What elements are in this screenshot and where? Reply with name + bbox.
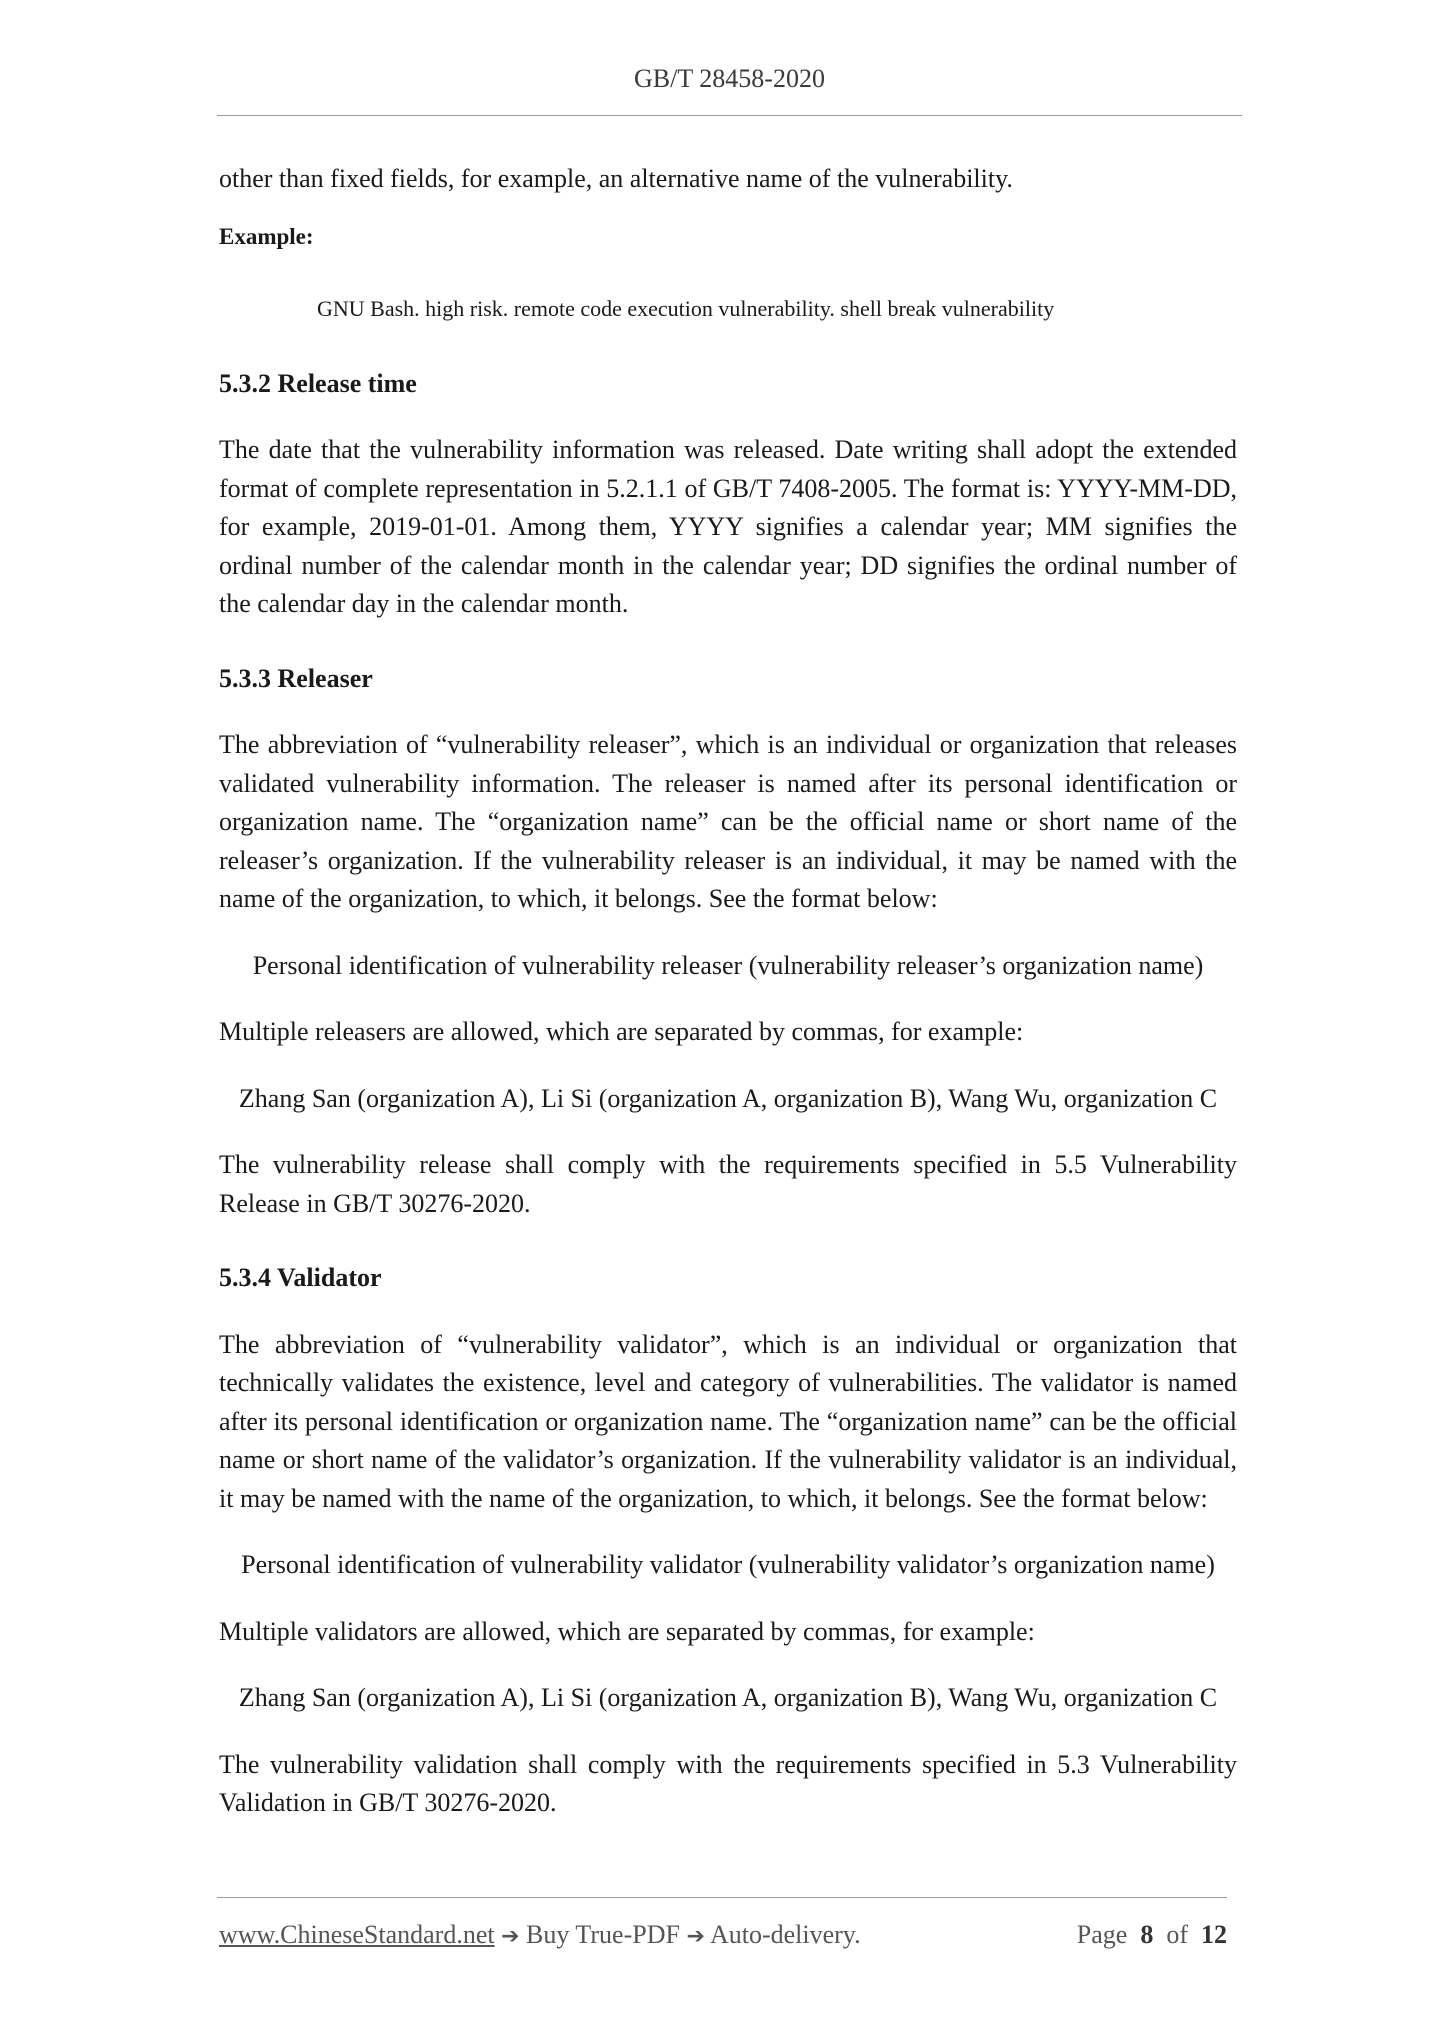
page-header-title: GB/T 28458-2020 bbox=[634, 64, 825, 93]
example-text: GNU Bash. high risk. remote code execution vulnerability. shell break vulnerability bbox=[317, 296, 1055, 321]
section-heading-releaser: 5.3.3 Releaser bbox=[219, 663, 373, 693]
releaser-multiple-note: Multiple releasers are allowed, which are separated by commas, for example: bbox=[219, 1017, 1024, 1046]
validator-example: Zhang San (organization A), Li Si (organization A, organization B), Wang Wu, organization C bbox=[238, 1683, 1218, 1712]
validator-comply-paragraph: The vulnerability validation shall comply with the requirements specified in 5.3 Vulnerability Validation in GB/T 30276-2020. bbox=[219, 1749, 1237, 1817]
footer-buy-text: Buy True-PDF bbox=[526, 1920, 680, 1949]
validator-paragraph: The abbreviation of “vulnerability validator”, which is an individual or organization that technically validates the existence, level and category of vulnerabilities. The validator is named after its personal identification or organization name. The “organization name” can be the official name or short name of the validator’s organization. If the vulnerability validator is an individual, it may be named with the name of the organization, to which, it belongs. See the format below: bbox=[219, 1329, 1237, 1513]
footer-site-link[interactable]: www.ChineseStandard.net bbox=[219, 1920, 495, 1949]
arrow-right-icon: ➔ bbox=[501, 1924, 520, 1949]
releaser-paragraph: The abbreviation of “vulnerability releaser”, which is an individual or organization that releases validated vulnerability information. The releaser is named after its personal identification or organization name. The “organization name” can be the official name or short name of the releaser’s organization. If the vulnerability releaser is an individual, it may be named with the name of the organization, to which, it belongs. See the format below: bbox=[219, 730, 1237, 913]
document-body bbox=[219, 160, 1237, 1823]
section-heading-validator: 5.3.4 Validator bbox=[219, 1263, 382, 1292]
page-indicator bbox=[1077, 1920, 1227, 1950]
releaser-comply-paragraph: The vulnerability release shall comply with the requirements specified in 5.5 Vulnerability Release in GB/T 30276-2020. bbox=[219, 1150, 1237, 1218]
example-label: Example: bbox=[219, 223, 314, 249]
page-number: 8 bbox=[1140, 1920, 1154, 1949]
page-total: 12 bbox=[1201, 1920, 1227, 1949]
intro-paragraph: other than fixed fields, for example, an alternative name of the vulnerability. bbox=[219, 164, 1013, 193]
footer-delivery-text: Auto-delivery. bbox=[709, 1920, 861, 1949]
section-heading-release-time: 5.3.2 Release time bbox=[219, 368, 417, 398]
validator-format: Personal identification of vulnerability validator (vulnerability validator’s organization name) bbox=[241, 1550, 1215, 1579]
validator-multiple-note: Multiple validators are allowed, which are separated by commas, for example: bbox=[219, 1616, 1035, 1646]
of-label: of bbox=[1166, 1920, 1188, 1949]
header-divider bbox=[217, 115, 1242, 116]
footer-promo bbox=[219, 1920, 861, 1950]
page-label: Page bbox=[1076, 1920, 1128, 1949]
arrow-right-icon: ➔ bbox=[686, 1924, 705, 1949]
footer-divider bbox=[217, 1897, 1227, 1898]
releaser-format: Personal identification of vulnerability releaser (vulnerability releaser’s organization name) bbox=[252, 950, 1204, 980]
releaser-example: Zhang San (organization A), Li Si (organization A, organization B), Wang Wu, organization C bbox=[238, 1083, 1218, 1113]
release-time-paragraph: The date that the vulnerability information was released. Date writing shall adopt the extended format of complete representation in 5.2.1.1 of GB/T 7408-2005. The format is: YYYY-MM-DD, for example, 2019-01-01. Among them, YYYY signifies a calendar year; MM signifies the ordinal number of the calendar month in the calendar year; DD signifies the ordinal number of the calendar day in the calendar month. bbox=[219, 435, 1237, 618]
